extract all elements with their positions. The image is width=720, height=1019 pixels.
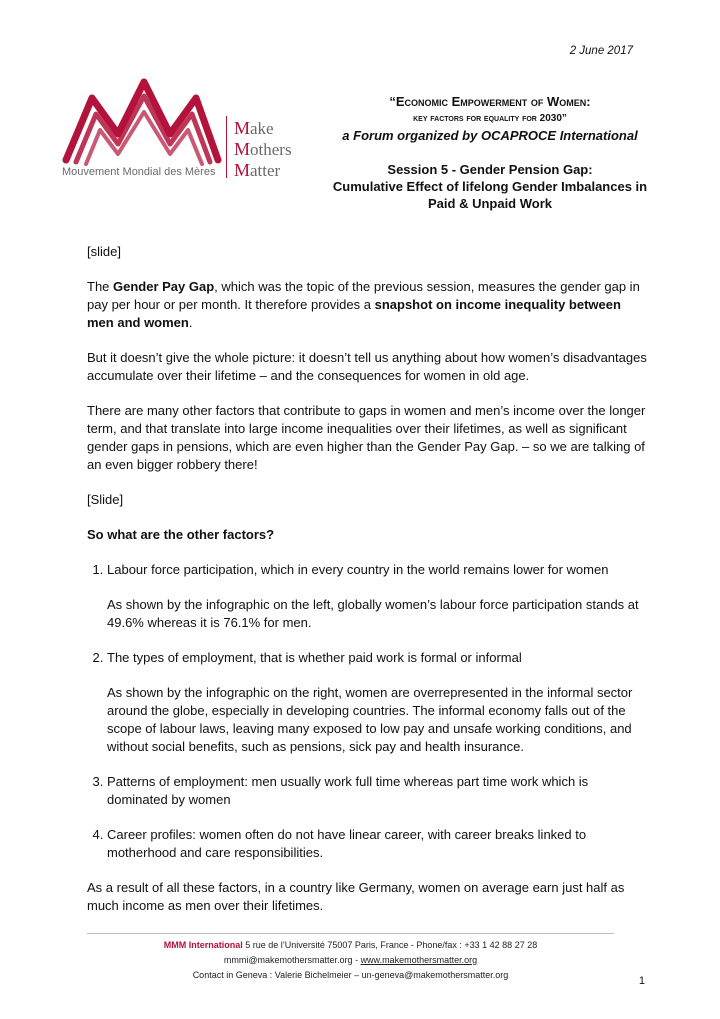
document-body: [87, 243, 647, 932]
factors-list: [87, 561, 647, 862]
list-item: 2. The types of employment, that is whether paid work is formal or informal As shown by the infographic on the right, women are overrepresented in the informal sector around the globe, especially in developing countries. The informal economy falls out of the scope of labour laws, leaving many exposed to low pay and unsafe working conditions, and without social benefits, such as pensions, sick pay and health insurance.: [107, 649, 647, 756]
logo-wordmark: Make Mothers Matter: [234, 118, 292, 180]
document-date: 2 June 2017: [569, 45, 633, 57]
list-item: 1. Labour force participation, which in every country in the world remains lower for women As shown by the infographic on the left, globally women’s labour force participation stands at 49.6% whereas it is 76.1% for men.: [107, 561, 647, 632]
slide-marker: [Slide]: [87, 492, 124, 507]
session-line1: Session 5 - Gender Pension Gap:: [387, 162, 593, 177]
mmm-logo: [62, 68, 312, 183]
footer-address: 5 rue de l’Université 75007 Paris, France - Phone/fax : +33 1 42 88 27 28: [242, 940, 538, 950]
paragraph-whole-picture: But it doesn’t give the whole picture: it doesn’t tell us anything about how women’s disadvantages accumulate over their lifetime – and the consequences for women in old age.: [87, 350, 647, 383]
session-title: [325, 161, 655, 212]
logo-caption: Mouvement Mondial des Mères: [62, 166, 216, 178]
session-line2: Cumulative Effect of lifelong Gender Imbalances in: [332, 179, 648, 194]
list-item: 4. Career profiles: women often do not have linear career, with career breaks linked to motherhood and care responsibilities.: [107, 826, 647, 862]
footer-divider: [87, 933, 614, 934]
forum-title-line2: key factors for equality for 2030”: [413, 113, 567, 124]
logo-line1: ake: [250, 119, 274, 138]
paragraph-gender-pay-gap: The Gender Pay Gap, which was the topic of the previous session, measures the gender gap in pay per hour or per month. It therefore provides a snapshot on income inequality between men and women.: [87, 279, 640, 330]
footer-org: MMM International: [163, 940, 243, 950]
mmm-logo-mark-icon: [62, 68, 222, 168]
forum-organizer: a Forum organized by OCAPROCE International: [342, 128, 638, 143]
logo-divider: [226, 116, 227, 178]
document-footer: MMM International 5 rue de l’Université 75007 Paris, France - Phone/fax : +33 1 42 88 27 28 mmmi@makemothersmatter.org - www.makemothersmatter.org Contact in Geneva : Valerie Bichelmeier – un-geneva@makemothersmatter.org: [87, 938, 614, 983]
forum-title-line1: “Economic Empowerment of Women:: [389, 94, 591, 109]
logo-line2: others: [250, 140, 292, 159]
session-line3: Paid & Unpaid Work: [428, 196, 552, 211]
footer-geneva-contact: Contact in Geneva : Valerie Bichelmeier – un-geneva@makemothersmatter.org: [192, 970, 509, 980]
paragraph-other-factors: There are many other factors that contribute to gaps in women and men’s income over the longer term, and that translate into large income inequalities over their lifetimes, as well as significant gender gaps in pensions, which are even higher than the Gender Pay Gap. – so we are talking of an even bigger robbery there!: [87, 403, 646, 472]
list-item: 3. Patterns of employment: men usually work full time whereas part time work which is dominated by women: [107, 773, 647, 809]
slide-marker: [slide]: [87, 244, 121, 259]
document-header: [325, 93, 655, 212]
section-question: So what are the other factors?: [87, 527, 275, 542]
logo-line3: atter: [250, 161, 281, 180]
page-number: 1: [638, 975, 645, 987]
paragraph-closing: As a result of all these factors, in a country like Germany, women on average earn just half as much income as men over their lifetimes.: [87, 880, 625, 913]
footer-email[interactable]: mmmi@makemothersmatter.org: [223, 955, 353, 965]
footer-website-link[interactable]: www.makemothersmatter.org: [360, 955, 478, 965]
